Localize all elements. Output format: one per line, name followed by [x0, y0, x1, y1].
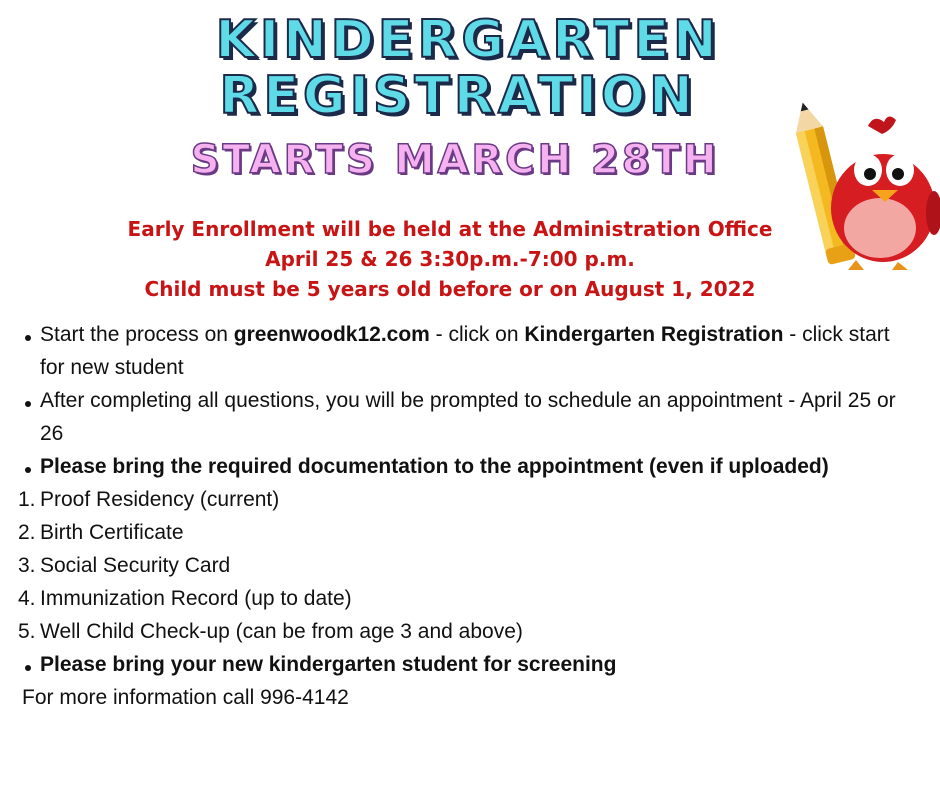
enrollment-location: Early Enrollment will be held at the Administration Office: [127, 217, 773, 241]
enrollment-info: [0, 214, 900, 304]
title-start-date: STARTS MARCH 28TH: [190, 137, 720, 183]
phone-info: For more information call 996-4142: [22, 686, 349, 709]
list-item: [18, 384, 918, 450]
document-item: 5. Well Child Check-up (can be from age 3 and above): [18, 620, 523, 643]
title-kindergarten: KINDERGARTEN: [215, 10, 721, 70]
bullet-icon: [25, 335, 31, 341]
list-item: [18, 450, 918, 483]
step-bring-documents: Please bring the required documentation to the appointment (even if uploaded): [40, 455, 829, 478]
step-screening: Please bring your new kindergarten student for screening: [40, 653, 617, 676]
document-item: 3. Social Security Card: [18, 554, 231, 577]
enrollment-dates: April 25 & 26 3:30p.m.-7:00 p.m.: [265, 247, 635, 271]
list-item: [18, 318, 918, 384]
website-link[interactable]: greenwoodk12.com: [233, 323, 430, 346]
document-item: 4. Immunization Record (up to date): [18, 587, 352, 610]
contact-info: [18, 681, 918, 714]
title-registration: REGISTRATION: [219, 66, 697, 126]
list-item: [18, 648, 918, 681]
bullet-icon: [25, 467, 31, 473]
age-requirement: Child must be 5 years old before or on August 1, 2022: [144, 277, 756, 301]
document-item: 2. Birth Certificate: [18, 521, 184, 544]
step-schedule-appointment: After completing all questions, you will be prompted to schedule an appointment - April 25 or 26: [40, 389, 896, 445]
registration-link[interactable]: Kindergarten Registration: [524, 323, 784, 346]
instructions: [18, 318, 918, 714]
bullet-icon: [25, 401, 31, 407]
document-item: 1. Proof Residency (current): [18, 488, 280, 511]
bullet-icon: [25, 665, 31, 671]
step-start-process: Start the process on greenwoodk12.com - click on Kindergarten Registration - click start for new student: [40, 323, 890, 379]
